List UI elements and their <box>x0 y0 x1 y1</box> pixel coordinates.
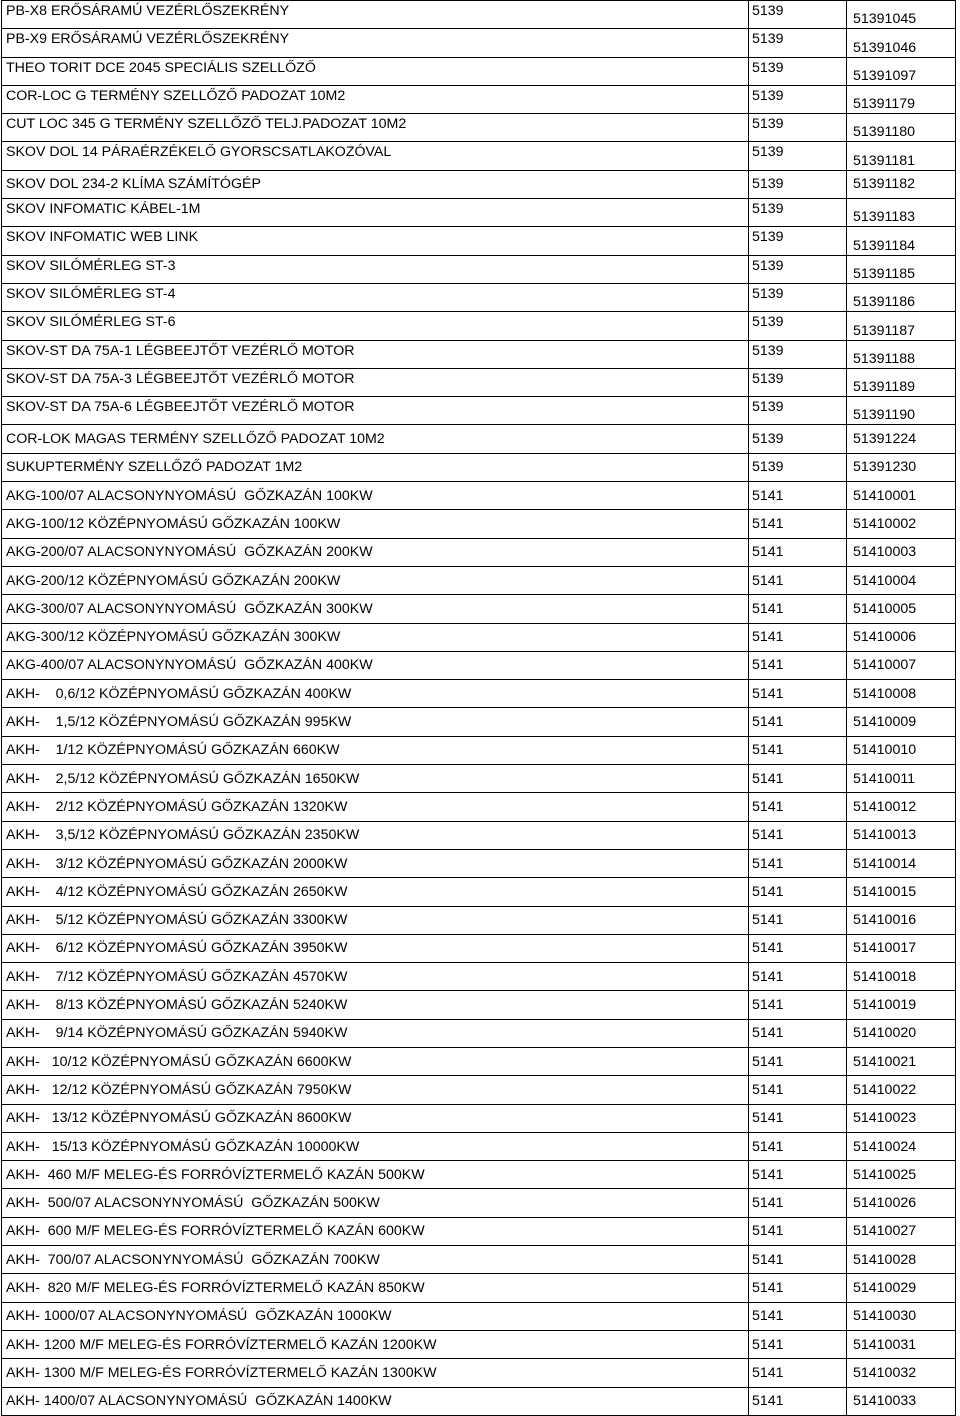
item-group-cell: 5141 <box>749 708 847 736</box>
item-group-cell: 5141 <box>749 482 847 510</box>
table-row <box>2 1359 956 1387</box>
table-row <box>2 1161 956 1189</box>
table-row <box>2 142 956 170</box>
table-row <box>2 57 956 85</box>
item-group-cell: 5139 <box>749 255 847 283</box>
item-name-cell: THEO TORIT DCE 2045 SPECIÁLIS SZELLŐZŐ <box>2 57 749 85</box>
table-row <box>2 595 956 623</box>
item-name-cell: AKH- 820 M/F MELEG-ÉS FORRÓVÍZTERMELŐ KAZÁN 850KW <box>2 1274 749 1302</box>
item-name-cell: AKH- 4/12 KÖZÉPNYOMÁSÚ GŐZKAZÁN 2650KW <box>2 878 749 906</box>
table-row <box>2 963 956 991</box>
table-row <box>2 397 956 425</box>
item-name-cell: SUKUPTERMÉNY SZELLŐZŐ PADOZAT 1M2 <box>2 453 749 481</box>
item-name-cell: AKG-200/12 KÖZÉPNYOMÁSÚ GŐZKAZÁN 200KW <box>2 566 749 594</box>
table-row <box>2 736 956 764</box>
item-name-cell: AKH- 9/14 KÖZÉPNYOMÁSÚ GŐZKAZÁN 5940KW <box>2 1019 749 1047</box>
item-name-cell: AKG-100/07 ALACSONYNYOMÁSÚ GŐZKAZÁN 100KW <box>2 482 749 510</box>
table-row <box>2 566 956 594</box>
table-row <box>2 340 956 368</box>
item-name-cell: AKG-400/07 ALACSONYNYOMÁSÚ GŐZKAZÁN 400KW <box>2 651 749 679</box>
item-code-cell: 51410024 <box>847 1132 956 1160</box>
item-code-cell: 51410017 <box>847 934 956 962</box>
item-code-cell: 51410027 <box>847 1217 956 1245</box>
item-name-cell: AKH- 700/07 ALACSONYNYOMÁSÚ GŐZKAZÁN 700KW <box>2 1246 749 1274</box>
item-name-cell: CUT LOC 345 G TERMÉNY SZELLŐZŐ TELJ.PADOZAT 10M2 <box>2 114 749 142</box>
item-name-cell: AKH- 3,5/12 KÖZÉPNYOMÁSÚ GŐZKAZÁN 2350KW <box>2 821 749 849</box>
item-name-cell: AKH- 13/12 KÖZÉPNYOMÁSÚ GŐZKAZÁN 8600KW <box>2 1104 749 1132</box>
item-code-cell: 51410011 <box>847 765 956 793</box>
item-name-cell: AKG-300/07 ALACSONYNYOMÁSÚ GŐZKAZÁN 300KW <box>2 595 749 623</box>
item-code-cell: 51391188 <box>847 340 956 368</box>
item-code-cell: 51410013 <box>847 821 956 849</box>
item-group-cell: 5139 <box>749 142 847 170</box>
item-group-cell: 5141 <box>749 1019 847 1047</box>
item-group-cell: 5141 <box>749 1076 847 1104</box>
item-code-cell: 51391183 <box>847 199 956 227</box>
table-row <box>2 368 956 396</box>
item-group-cell: 5141 <box>749 566 847 594</box>
table-row <box>2 821 956 849</box>
item-code-cell: 51410032 <box>847 1359 956 1387</box>
item-group-cell: 5139 <box>749 1 847 29</box>
item-code-cell: 51410009 <box>847 708 956 736</box>
table-row <box>2 708 956 736</box>
table-row <box>2 312 956 340</box>
item-code-cell: 51410020 <box>847 1019 956 1047</box>
item-group-cell: 5141 <box>749 651 847 679</box>
item-code-cell: 51410002 <box>847 510 956 538</box>
item-name-cell: SKOV SILÓMÉRLEG ST-6 <box>2 312 749 340</box>
item-group-cell: 5139 <box>749 368 847 396</box>
item-group-cell: 5141 <box>749 1246 847 1274</box>
item-code-cell: 51391182 <box>847 170 956 198</box>
table-row <box>2 510 956 538</box>
item-name-cell: AKH- 6/12 KÖZÉPNYOMÁSÚ GŐZKAZÁN 3950KW <box>2 934 749 962</box>
table-row <box>2 1330 956 1358</box>
table-row <box>2 1189 956 1217</box>
item-code-cell: 51410019 <box>847 991 956 1019</box>
item-code-cell: 51391230 <box>847 453 956 481</box>
item-name-cell: SKOV-ST DA 75A-6 LÉGBEEJTŐT VEZÉRLŐ MOTOR <box>2 397 749 425</box>
item-code-cell: 51391190 <box>847 397 956 425</box>
item-name-cell: AKG-100/12 KÖZÉPNYOMÁSÚ GŐZKAZÁN 100KW <box>2 510 749 538</box>
table-row <box>2 1076 956 1104</box>
item-name-cell: AKG-300/12 KÖZÉPNYOMÁSÚ GŐZKAZÁN 300KW <box>2 623 749 651</box>
item-code-cell: 51410007 <box>847 651 956 679</box>
item-code-cell: 51410012 <box>847 793 956 821</box>
item-group-cell: 5139 <box>749 397 847 425</box>
item-group-cell: 5141 <box>749 906 847 934</box>
item-code-cell: 51391186 <box>847 283 956 311</box>
table-row <box>2 1104 956 1132</box>
item-code-cell: 51391045 <box>847 1 956 29</box>
item-group-cell: 5139 <box>749 453 847 481</box>
item-group-cell: 5141 <box>749 1387 847 1415</box>
item-group-cell: 5141 <box>749 1274 847 1302</box>
product-table <box>1 0 956 1416</box>
item-name-cell: AKH- 2,5/12 KÖZÉPNYOMÁSÚ GŐZKAZÁN 1650KW <box>2 765 749 793</box>
item-group-cell: 5139 <box>749 425 847 453</box>
item-name-cell: COR-LOK MAGAS TERMÉNY SZELLŐZŐ PADOZAT 10M2 <box>2 425 749 453</box>
item-name-cell: AKH- 1000/07 ALACSONYNYOMÁSÚ GŐZKAZÁN 1000KW <box>2 1302 749 1330</box>
item-code-cell: 51410028 <box>847 1246 956 1274</box>
item-name-cell: SKOV DOL 14 PÁRAÉRZÉKELŐ GYORSCSATLAKOZÓVAL <box>2 142 749 170</box>
item-code-cell: 51410026 <box>847 1189 956 1217</box>
item-name-cell: AKH- 1400/07 ALACSONYNYOMÁSÚ GŐZKAZÁN 1400KW <box>2 1387 749 1415</box>
table-row <box>2 227 956 255</box>
table-row <box>2 453 956 481</box>
table-row <box>2 1132 956 1160</box>
table-row <box>2 623 956 651</box>
item-group-cell: 5141 <box>749 934 847 962</box>
table-row <box>2 85 956 113</box>
item-group-cell: 5139 <box>749 29 847 57</box>
item-code-cell: 51410023 <box>847 1104 956 1132</box>
item-group-cell: 5141 <box>749 680 847 708</box>
table-row <box>2 1 956 29</box>
item-group-cell: 5139 <box>749 340 847 368</box>
item-code-cell: 51391184 <box>847 227 956 255</box>
table-row <box>2 199 956 227</box>
item-group-cell: 5139 <box>749 312 847 340</box>
item-code-cell: 51410018 <box>847 963 956 991</box>
table-row <box>2 906 956 934</box>
item-name-cell: PB-X9 ERŐSÁRAMÚ VEZÉRLŐSZEKRÉNY <box>2 29 749 57</box>
table-row <box>2 849 956 877</box>
item-name-cell: PB-X8 ERŐSÁRAMÚ VEZÉRLŐSZEKRÉNY <box>2 1 749 29</box>
item-code-cell: 51410016 <box>847 906 956 934</box>
item-name-cell: AKH- 10/12 KÖZÉPNYOMÁSÚ GŐZKAZÁN 6600KW <box>2 1047 749 1075</box>
table-row <box>2 283 956 311</box>
item-group-cell: 5141 <box>749 736 847 764</box>
item-name-cell: AKG-200/07 ALACSONYNYOMÁSÚ GŐZKAZÁN 200KW <box>2 538 749 566</box>
table-row <box>2 1274 956 1302</box>
item-name-cell: AKH- 600 M/F MELEG-ÉS FORRÓVÍZTERMELŐ KAZÁN 600KW <box>2 1217 749 1245</box>
item-group-cell: 5141 <box>749 793 847 821</box>
item-code-cell: 51410022 <box>847 1076 956 1104</box>
item-name-cell: SKOV-ST DA 75A-1 LÉGBEEJTŐT VEZÉRLŐ MOTOR <box>2 340 749 368</box>
item-group-cell: 5139 <box>749 57 847 85</box>
item-code-cell: 51410003 <box>847 538 956 566</box>
item-name-cell: COR-LOC G TERMÉNY SZELLŐZŐ PADOZAT 10M2 <box>2 85 749 113</box>
table-row <box>2 114 956 142</box>
item-code-cell: 51410001 <box>847 482 956 510</box>
item-name-cell: SKOV-ST DA 75A-3 LÉGBEEJTŐT VEZÉRLŐ MOTOR <box>2 368 749 396</box>
item-code-cell: 51391180 <box>847 114 956 142</box>
table-row <box>2 1387 956 1415</box>
item-name-cell: AKH- 12/12 KÖZÉPNYOMÁSÚ GŐZKAZÁN 7950KW <box>2 1076 749 1104</box>
item-name-cell: AKH- 500/07 ALACSONYNYOMÁSÚ GŐZKAZÁN 500KW <box>2 1189 749 1217</box>
table-row <box>2 170 956 198</box>
item-name-cell: AKH- 3/12 KÖZÉPNYOMÁSÚ GŐZKAZÁN 2000KW <box>2 849 749 877</box>
item-code-cell: 51391224 <box>847 425 956 453</box>
item-code-cell: 51391189 <box>847 368 956 396</box>
item-code-cell: 51391181 <box>847 142 956 170</box>
item-name-cell: AKH- 15/13 KÖZÉPNYOMÁSÚ GŐZKAZÁN 10000KW <box>2 1132 749 1160</box>
item-group-cell: 5141 <box>749 595 847 623</box>
item-code-cell: 51391185 <box>847 255 956 283</box>
item-group-cell: 5141 <box>749 1330 847 1358</box>
item-group-cell: 5141 <box>749 1359 847 1387</box>
table-row <box>2 1019 956 1047</box>
item-name-cell: SKOV SILÓMÉRLEG ST-3 <box>2 255 749 283</box>
item-group-cell: 5141 <box>749 1047 847 1075</box>
item-name-cell: AKH- 1300 M/F MELEG-ÉS FORRÓVÍZTERMELŐ KAZÁN 1300KW <box>2 1359 749 1387</box>
item-group-cell: 5139 <box>749 170 847 198</box>
table-row <box>2 878 956 906</box>
item-group-cell: 5139 <box>749 227 847 255</box>
table-row <box>2 1302 956 1330</box>
item-group-cell: 5141 <box>749 1132 847 1160</box>
item-name-cell: AKH- 5/12 KÖZÉPNYOMÁSÚ GŐZKAZÁN 3300KW <box>2 906 749 934</box>
item-code-cell: 51410014 <box>847 849 956 877</box>
item-name-cell: SKOV INFOMATIC WEB LINK <box>2 227 749 255</box>
item-code-cell: 51410033 <box>847 1387 956 1415</box>
item-group-cell: 5141 <box>749 765 847 793</box>
item-code-cell: 51391187 <box>847 312 956 340</box>
item-code-cell: 51391046 <box>847 29 956 57</box>
item-group-cell: 5141 <box>749 623 847 651</box>
item-code-cell: 51410005 <box>847 595 956 623</box>
table-row <box>2 991 956 1019</box>
table-row <box>2 482 956 510</box>
item-group-cell: 5139 <box>749 114 847 142</box>
item-group-cell: 5139 <box>749 199 847 227</box>
item-code-cell: 51391097 <box>847 57 956 85</box>
item-code-cell: 51410029 <box>847 1274 956 1302</box>
item-name-cell: AKH- 1200 M/F MELEG-ÉS FORRÓVÍZTERMELŐ KAZÁN 1200KW <box>2 1330 749 1358</box>
table-row <box>2 538 956 566</box>
item-code-cell: 51410004 <box>847 566 956 594</box>
item-group-cell: 5141 <box>749 878 847 906</box>
item-group-cell: 5141 <box>749 991 847 1019</box>
table-row <box>2 934 956 962</box>
item-code-cell: 51410021 <box>847 1047 956 1075</box>
item-name-cell: SKOV DOL 234-2 KLÍMA SZÁMÍTÓGÉP <box>2 170 749 198</box>
item-name-cell: AKH- 2/12 KÖZÉPNYOMÁSÚ GŐZKAZÁN 1320KW <box>2 793 749 821</box>
table-row <box>2 1217 956 1245</box>
item-group-cell: 5141 <box>749 510 847 538</box>
item-group-cell: 5141 <box>749 1302 847 1330</box>
table-row <box>2 425 956 453</box>
table-row <box>2 793 956 821</box>
item-group-cell: 5141 <box>749 1217 847 1245</box>
item-code-cell: 51410031 <box>847 1330 956 1358</box>
table-row <box>2 255 956 283</box>
item-code-cell: 51410025 <box>847 1161 956 1189</box>
table-row <box>2 1246 956 1274</box>
item-group-cell: 5141 <box>749 538 847 566</box>
item-name-cell: AKH- 1,5/12 KÖZÉPNYOMÁSÚ GŐZKAZÁN 995KW <box>2 708 749 736</box>
item-code-cell: 51410030 <box>847 1302 956 1330</box>
table-row <box>2 680 956 708</box>
item-group-cell: 5141 <box>749 963 847 991</box>
item-name-cell: AKH- 0,6/12 KÖZÉPNYOMÁSÚ GŐZKAZÁN 400KW <box>2 680 749 708</box>
table-row <box>2 765 956 793</box>
item-group-cell: 5141 <box>749 1104 847 1132</box>
item-code-cell: 51410010 <box>847 736 956 764</box>
item-name-cell: AKH- 1/12 KÖZÉPNYOMÁSÚ GŐZKAZÁN 660KW <box>2 736 749 764</box>
item-group-cell: 5141 <box>749 849 847 877</box>
item-code-cell: 51410015 <box>847 878 956 906</box>
item-group-cell: 5141 <box>749 821 847 849</box>
item-group-cell: 5139 <box>749 85 847 113</box>
table-row <box>2 1047 956 1075</box>
table-body <box>2 1 956 1416</box>
table-row <box>2 29 956 57</box>
item-group-cell: 5141 <box>749 1161 847 1189</box>
item-name-cell: AKH- 8/13 KÖZÉPNYOMÁSÚ GŐZKAZÁN 5240KW <box>2 991 749 1019</box>
item-code-cell: 51410008 <box>847 680 956 708</box>
item-name-cell: AKH- 460 M/F MELEG-ÉS FORRÓVÍZTERMELŐ KAZÁN 500KW <box>2 1161 749 1189</box>
item-name-cell: AKH- 7/12 KÖZÉPNYOMÁSÚ GŐZKAZÁN 4570KW <box>2 963 749 991</box>
item-name-cell: SKOV INFOMATIC KÁBEL-1M <box>2 199 749 227</box>
item-code-cell: 51391179 <box>847 85 956 113</box>
item-group-cell: 5139 <box>749 283 847 311</box>
item-group-cell: 5141 <box>749 1189 847 1217</box>
item-name-cell: SKOV SILÓMÉRLEG ST-4 <box>2 283 749 311</box>
item-code-cell: 51410006 <box>847 623 956 651</box>
table-row <box>2 651 956 679</box>
